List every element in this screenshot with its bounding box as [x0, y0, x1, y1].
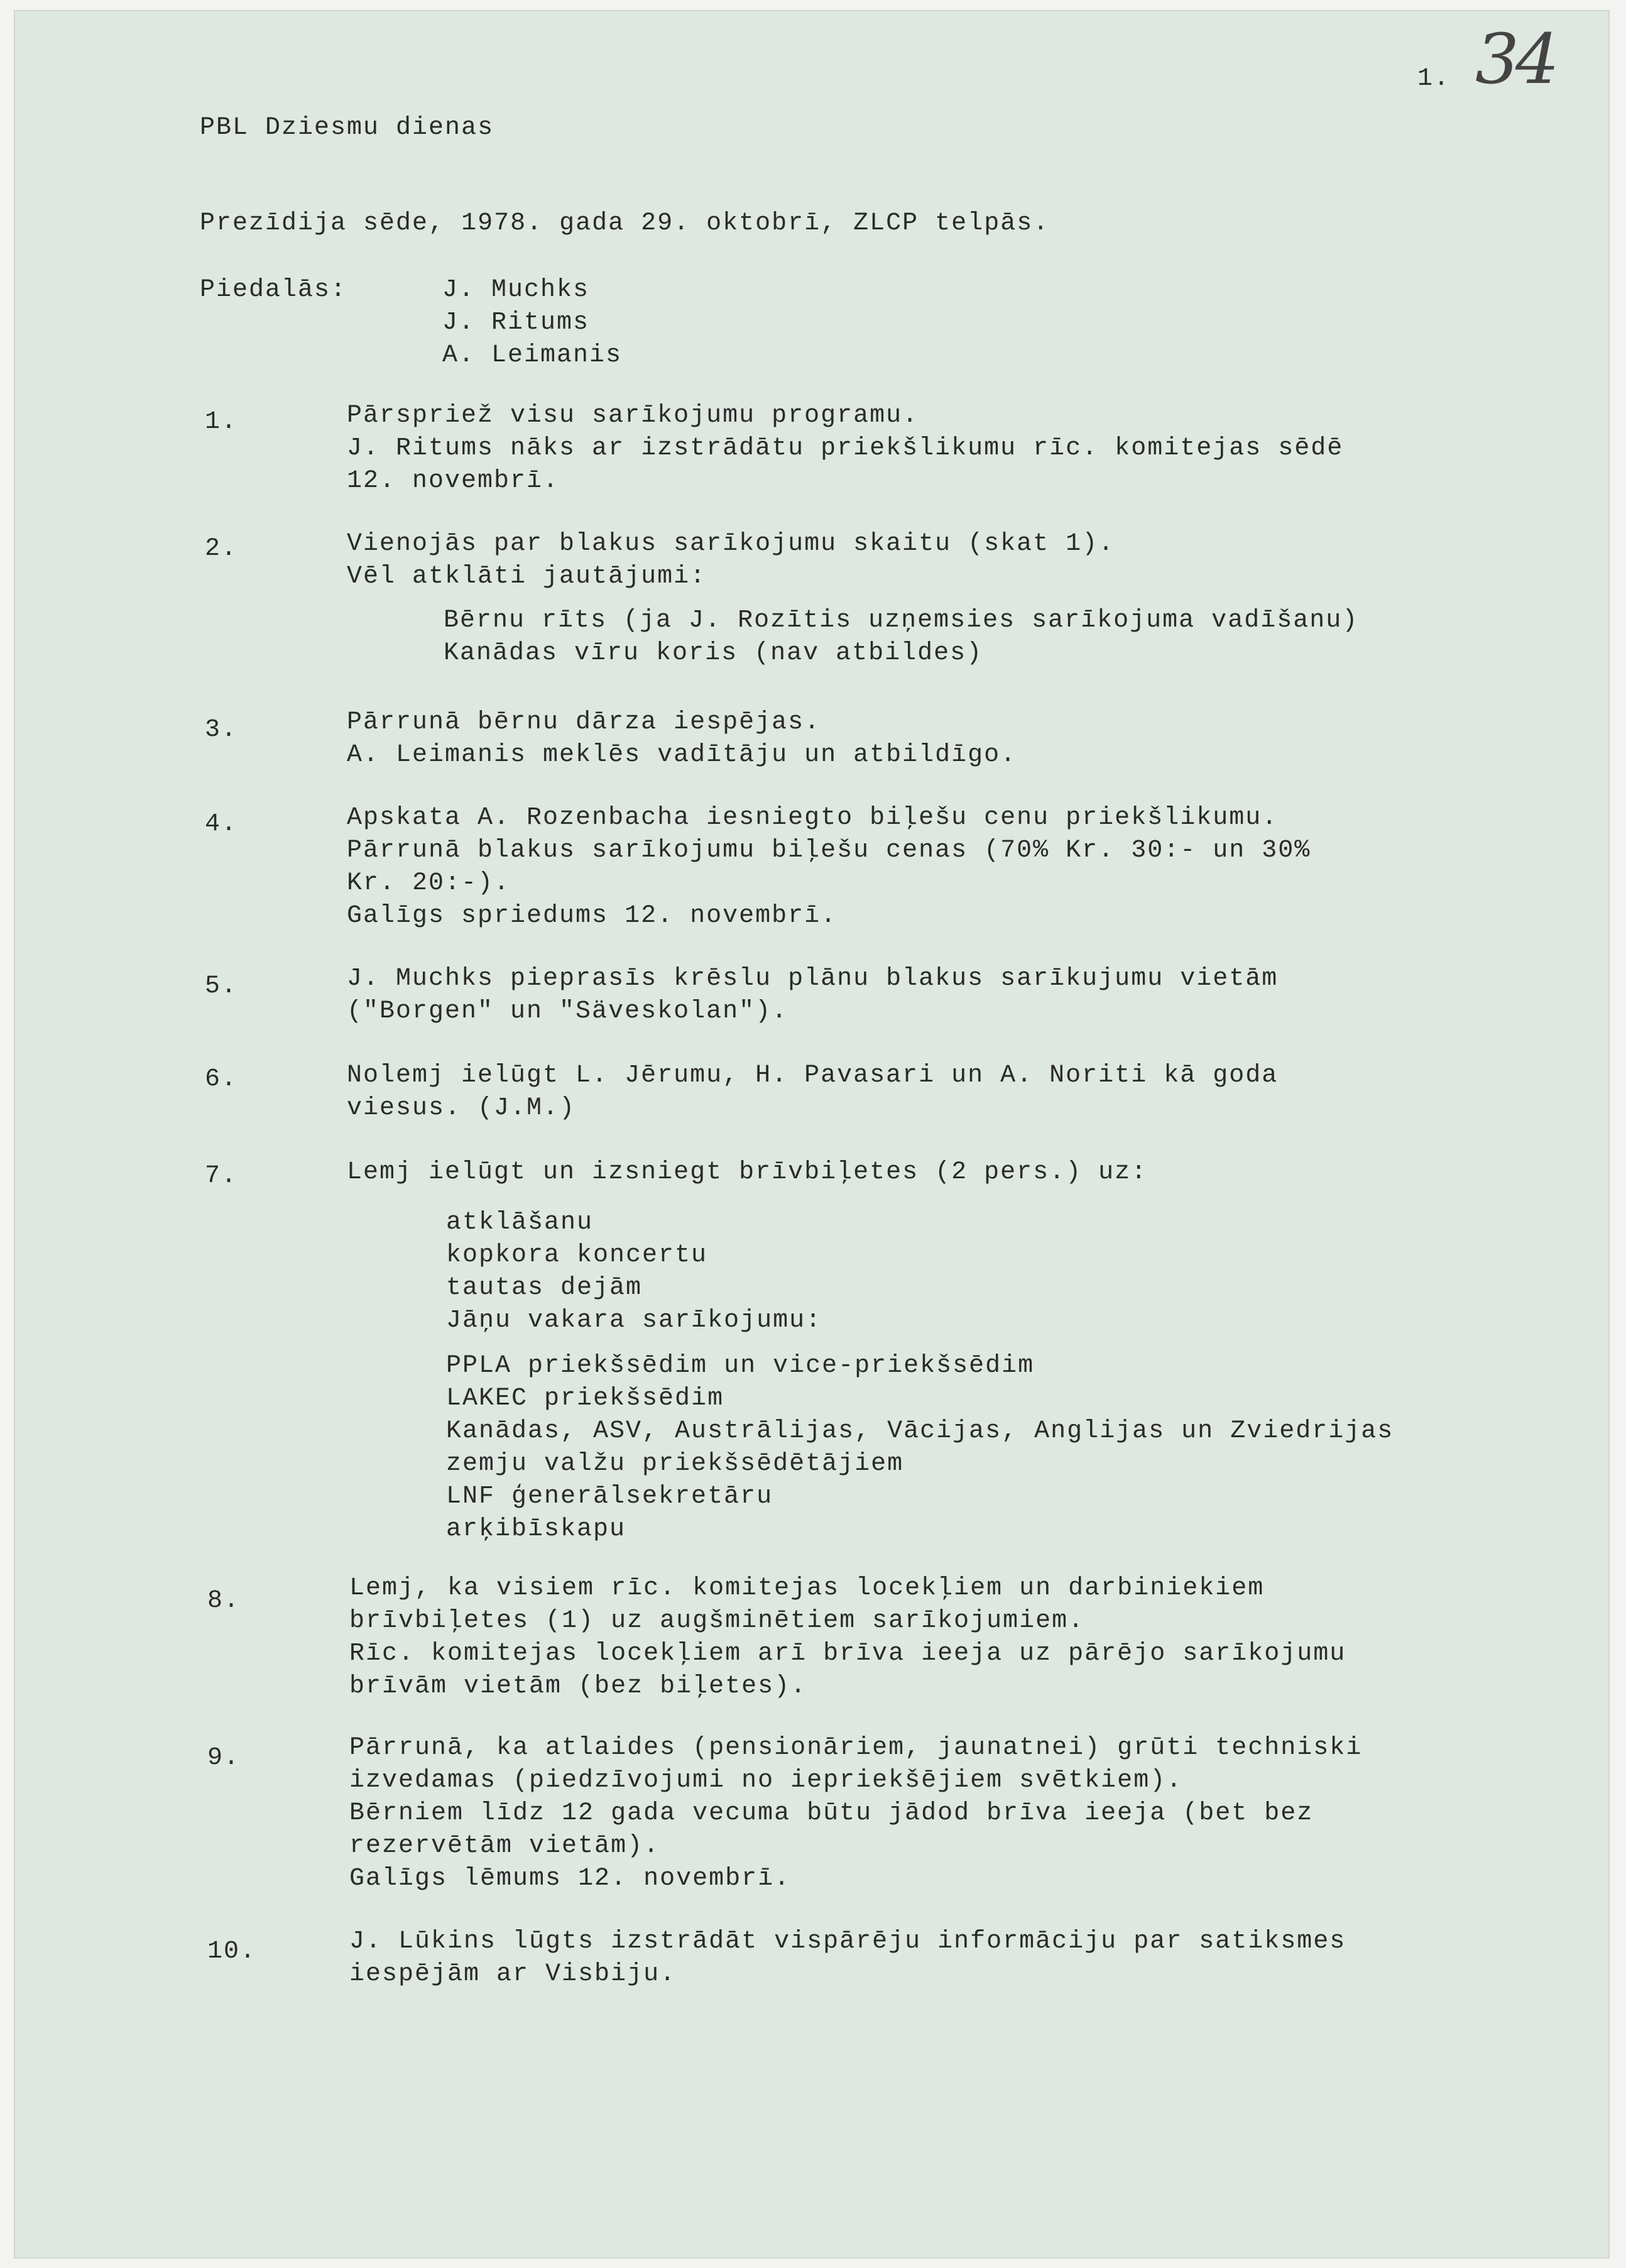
item-line: izvedamas (piedzīvojumi no iepriekšējiem svētkiem). [349, 1767, 1183, 1795]
item-sublist [444, 605, 1358, 670]
item-line: Lemj, ka visiem rīc. komitejas locekļiem un darbiniekiem [349, 1574, 1265, 1602]
item-number: 10. [207, 1937, 257, 1966]
item-line: Galīgs spriedums 12. novembrī. [347, 902, 838, 930]
item-line: brīvām vietām (bez biļetes). [349, 1672, 807, 1701]
item-line: J. Lūkins lūgts izstrādāt vispārēju informāciju par satiksmes [349, 1927, 1346, 1956]
attendee: J. Muchks [442, 276, 590, 304]
item-line: Pārspriež visu sarīkojumu programu. [347, 402, 919, 430]
item-text [349, 1572, 1346, 1703]
sub-line: Jāņu vakara sarīkojumu: [446, 1307, 822, 1335]
item-line: Kr. 20:-). [347, 869, 511, 897]
item-line: Pārrunā blakus sarīkojumu biļešu cenas (70% Kr. 30:- un 30% [347, 836, 1311, 865]
sub-line: tautas dejām [446, 1274, 643, 1302]
item-text [347, 963, 1278, 1028]
item-line: viesus. (J.M.) [347, 1094, 576, 1122]
item-line: Apskata A. Rozenbacha iesniegto biļešu cenu priekšlikumu. [347, 804, 1279, 832]
sub-line: Kanādas, ASV, Austrālijas, Vācijas, Anglijas un Zviedrijas [446, 1417, 1394, 1445]
item-line: J. Muchks pieprasīs krēslu plānu blakus sarīkujumu vietām [347, 965, 1279, 993]
attendee-list [442, 274, 622, 372]
document-sheet [14, 10, 1610, 2259]
item-text [349, 1732, 1362, 1895]
item-line: rezervētām vietām). [349, 1832, 660, 1860]
item-number: 2. [205, 535, 238, 563]
item-line: iespējām ar Visbiju. [349, 1960, 677, 1988]
item-number: 9. [207, 1744, 241, 1772]
item-line: Pārrunā, ka atlaides (pensionāriem, jaunatnei) grūti techniski [349, 1734, 1363, 1762]
item-line: J. Ritums nāks ar izstrādātu priekšlikumu rīc. komitejas sēdē [347, 434, 1344, 463]
item-line: Vēl atklāti jautājumi: [347, 562, 707, 591]
item-text [347, 1156, 1147, 1189]
item-number: 8. [207, 1587, 241, 1615]
attendance-label: Piedalās: [200, 276, 347, 304]
sub-line: zemju valžu priekšsēdētājiem [446, 1450, 904, 1478]
item-line: Pārrunā bērnu dārza iespējas. [347, 708, 821, 737]
item-number: 6. [205, 1065, 238, 1093]
item-line: Lemj ielūgt un izsniegt brīvbiļetes (2 pers.) uz: [347, 1158, 1148, 1186]
item-line: Rīc. komitejas locekļiem arī brīva ieeja uz pārējo sarīkojumu [349, 1640, 1346, 1668]
item-line: Bērniem līdz 12 gada vecuma būtu jādod brīva ieeja (bet bez [349, 1799, 1314, 1827]
attendee: J. Ritums [442, 309, 590, 337]
item-text [347, 400, 1343, 498]
sub-line: LNF ģenerālsekretāru [446, 1482, 773, 1511]
item-sublist-recipients [446, 1350, 1394, 1546]
item-line: brīvbiļetes (1) uz augšminētiem sarīkojumiem. [349, 1607, 1085, 1635]
item-number: 5. [205, 972, 238, 1000]
handwritten-folio-number: 34 [1475, 19, 1556, 99]
document-title: PBL Dziesmu dienas [200, 114, 494, 142]
item-number: 7. [205, 1162, 238, 1190]
item-text [349, 1926, 1346, 1991]
sub-line: kopkora koncertu [446, 1241, 708, 1269]
item-line: Galīgs lēmums 12. novembrī. [349, 1865, 791, 1893]
item-number: 3. [205, 716, 238, 744]
item-sublist [446, 1207, 822, 1337]
sub-line: Kanādas vīru koris (nav atbildes) [444, 639, 983, 667]
item-text [347, 528, 1115, 593]
page-number: 1. [1417, 65, 1451, 93]
item-line: Nolemj ielūgt L. Jērumu, H. Pavasari un A. Noriti kā goda [347, 1061, 1279, 1090]
item-text [347, 1060, 1278, 1125]
attendee: A. Leimanis [442, 341, 623, 370]
sub-line: Bērnu rīts (ja J. Rozītis uzņemsies sarīkojuma vadīšanu) [444, 606, 1359, 635]
item-number: 1. [205, 408, 238, 436]
item-line: A. Leimanis meklēs vadītāju un atbildīgo. [347, 741, 1017, 769]
item-line: 12. novembrī. [347, 467, 560, 495]
sub-line: LAKEC priekšsēdim [446, 1384, 724, 1413]
item-text [347, 706, 1017, 772]
sub-line: PPLA priekšsēdim un vice-priekšsēdim [446, 1352, 1035, 1380]
meeting-line: Prezīdija sēde, 1978. gada 29. oktobrī, ZLCP telpās. [200, 209, 1050, 238]
item-line: ("Borgen" un "Säveskolan"). [347, 997, 788, 1026]
item-text [347, 802, 1311, 933]
sub-line: atklāšanu [446, 1208, 594, 1237]
item-number: 4. [205, 810, 238, 838]
item-line: Vienojās par blakus sarīkojumu skaitu (skat 1). [347, 530, 1115, 558]
sub-line: arķibīskapu [446, 1515, 626, 1543]
